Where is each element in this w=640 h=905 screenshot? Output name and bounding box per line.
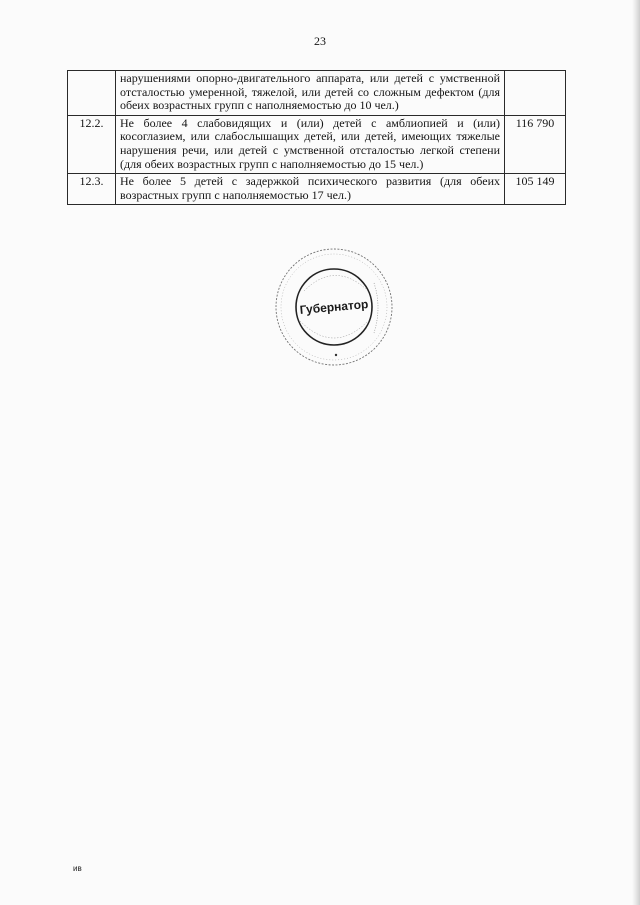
page-number: 23 — [314, 34, 326, 48]
row-description: Не более 5 детей с задержкой психического развития (для обеих возрастных групп с наполняемостью 17 чел.) — [116, 174, 505, 205]
table-row — [68, 71, 566, 116]
governor-seal — [270, 243, 398, 371]
footer-mark: ив — [73, 864, 82, 873]
row-number — [68, 71, 116, 116]
row-value — [505, 71, 566, 116]
tariff-table — [67, 70, 566, 205]
table-row — [68, 174, 566, 205]
row-number: 12.2. — [68, 115, 116, 173]
row-number: 12.3. — [68, 174, 116, 205]
row-value: 116 790 — [505, 115, 566, 173]
row-description: Не более 4 слабовидящих и (или) детей с амблиопией и (или) косоглазием, или слабослышащих детей, или детей, имеющих тяжелые нарушения речи, или детей с умственной отсталостью легкой степени (для обеих возрастных групп с наполняемостью до 15 чел.) — [116, 115, 505, 173]
table-row — [68, 115, 566, 173]
scan-edge-shadow — [632, 0, 640, 905]
row-value: 105 149 — [505, 174, 566, 205]
row-description: нарушениями опорно-двигательного аппарата, или детей с умственной отсталостью умеренной, тяжелой, или детей со сложным дефектом (для обеих возрастных групп с наполняемостью до 10 чел.) — [116, 71, 505, 116]
seal-text: Губернатор — [299, 297, 369, 317]
